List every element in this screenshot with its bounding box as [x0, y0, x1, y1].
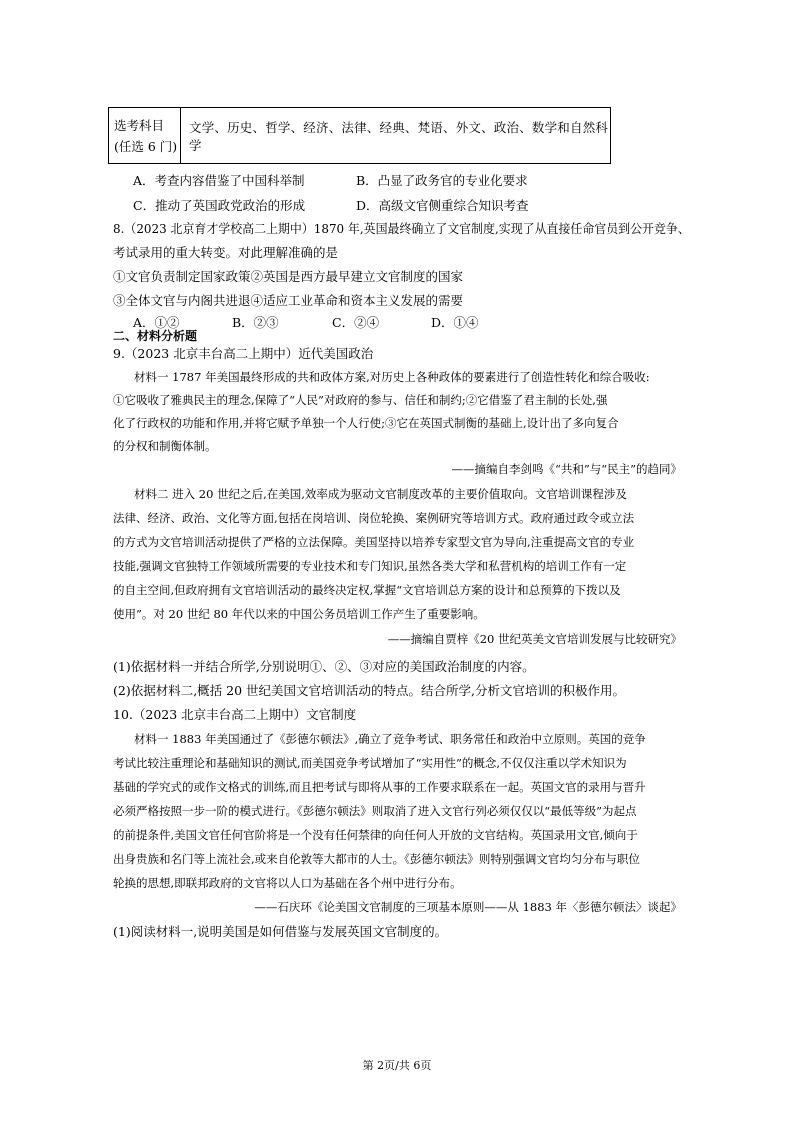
table-row [109, 108, 611, 164]
q9-material2-line: 的自主空间,但政府拥有文官培训活动的最终决定权,掌握“文官培训总方案的设计和总预算的下拨以及 [113, 583, 621, 597]
q9-material1-line: ①它吸收了雅典民主的理念,保障了“人民”对政府的参与、信任和制约;②它借鉴了君主制的长处,强 [113, 393, 608, 407]
q8-stem-line1: 8.（2023 北京育才学校高二上期中）1870 年,英国最终确立了文官制度,实现了从直接任命官员到公开竞争、 [113, 221, 690, 236]
q9-material2-line: 法律、经济、政治、文化等方面,包括在岗培训、岗位轮换、案例研究等培训方式。政府通过政令或立法 [113, 511, 635, 525]
q10-title: 10.（2023 北京丰台高二上期中）文官制度 [113, 707, 357, 722]
q9-material1-line: 化了行政权的功能和作用,并将它赋予单独一个人行使;③它在英国式制衡的基础上,设计出了多向复合 [113, 416, 619, 430]
q8-option-d: D．①④ [431, 315, 479, 330]
q9-subquestion-1: (1)依据材料一并结合所学,分别说明①、②、③对应的美国政治制度的内容。 [113, 659, 535, 674]
q10-material1-line: 轮换的思想,即联邦政府的文官将以人口为基础在各个州中进行分布。 [113, 876, 462, 890]
q9-material2-line: 技能,强调文官独特工作领域所需要的专业技术和专门知识,虽然各类大学和私营机构的培训工作有一定 [113, 559, 627, 573]
q9-title: 9.（2023 北京丰台高二上期中）近代美国政治 [113, 346, 374, 361]
q10-material1-line: 必须严格按照一步一阶的模式进行。《彭德尔顿法》则取消了进入文官行列必须仅仅以“最低等级”为起点 [113, 804, 637, 818]
q10-material1-line: 基础的学究式的或作文格式的训练,而且把考试与即将从事的工作要求联系在一起。英国文官的录用与晋升 [113, 780, 646, 794]
table-label-line2: (任选 6 门) [114, 138, 178, 154]
q7-option-c: C．推动了英国政党政治的形成 [133, 198, 306, 213]
q10-material1-line: 考试比较注重理论和基础知识的测试,而美国竞争考试增加了“实用性”的概念,不仅仅注重以学术知识为 [113, 756, 627, 770]
q8-item-line1: ①文官负责制定国家政策②英国是西方最早建立文官制度的国家 [113, 269, 464, 284]
q9-material1-source: ——摘编自李剑鸣《“共和”与“民主”的趋同》 [451, 462, 682, 476]
q9-material2-source: ——摘编自贾梓《20 世纪英美文官培训发展与比较研究》 [387, 632, 682, 646]
q7-option-a: A．考查内容借鉴了中国科举制 [133, 173, 305, 188]
section-heading: 二、材料分析题 [113, 329, 198, 343]
q9-material2-line: 的方式为文官培训活动提供了严格的立法保障。美国坚持以培养专家型文官为导向,注重提高文官的专业 [113, 535, 635, 549]
page-number: 第 2页/共 6页 [362, 1059, 432, 1072]
q8-stem-line2: 考试录用的重大转变。对此理解准确的是 [113, 245, 339, 260]
q7-option-d: D．高级文官侧重综合知识考查 [356, 198, 529, 213]
q10-material1-line: 出身贵族和名门等上流社会,或来自伦敦等大都市的人士。《彭德尔顿法》则特别强调文官均匀分布与职位 [113, 852, 640, 866]
q8-option-c: C．②④ [332, 315, 380, 330]
q10-subquestion-1: (1)阅读材料一,说明美国是如何借鉴与发展英国文官制度的。 [113, 924, 448, 939]
q7-option-b: B．凸显了政务官的专业化要求 [356, 173, 528, 188]
q10-material1-source: ——石庆环《论美国文官制度的三项基本原则——从 1883 年〈彭德尔顿法〉谈起》 [254, 900, 682, 914]
q9-subquestion-2: (2)依据材料二,概括 20 世纪美国文官培训活动的特点。结合所学,分析文官培训的积极作用。 [113, 683, 626, 698]
q10-material1-line: 材料一 1883 年美国通过了《彭德尔顿法》,确立了竞争考试、职务常任和政治中立原则。英国的竞争 [134, 732, 646, 746]
q8-option-a: A．①② [133, 315, 180, 330]
elective-subjects-table [108, 107, 611, 164]
q8-option-b: B．②③ [232, 315, 279, 330]
q9-material1-line: 的分权和制衡体制。 [113, 439, 217, 453]
q8-item-line2: ③全体文官与内阁共进退④适应工业革命和资本主义发展的需要 [113, 293, 464, 308]
q10-material1-line: 的前提条件,美国文官任何官阶将是一个没有任何禁律的向任何人开放的文官结构。英国录用文官,倾向于 [113, 828, 638, 842]
q9-material1-line: 材料一 1787 年美国最终形成的共和政体方案,对历史上各种政体的要素进行了创造性转化和综合吸收: [134, 370, 650, 384]
table-label-cell [109, 108, 181, 164]
q9-material2-line: 使用”。对 20 世纪 80 年代以来的中国公务员培训工作产生了重要影响。 [113, 607, 485, 621]
q9-material2-line: 材料二 进入 20 世纪之后,在美国,效率成为驱动文官制度改革的主要价值取向。文官培训课程涉及 [134, 487, 627, 501]
table-content-cell: 文学、历史、哲学、经济、法律、经典、梵语、外文、政治、数学和自然科学 [181, 108, 611, 164]
table-label-line1: 选考科目 [114, 117, 165, 133]
